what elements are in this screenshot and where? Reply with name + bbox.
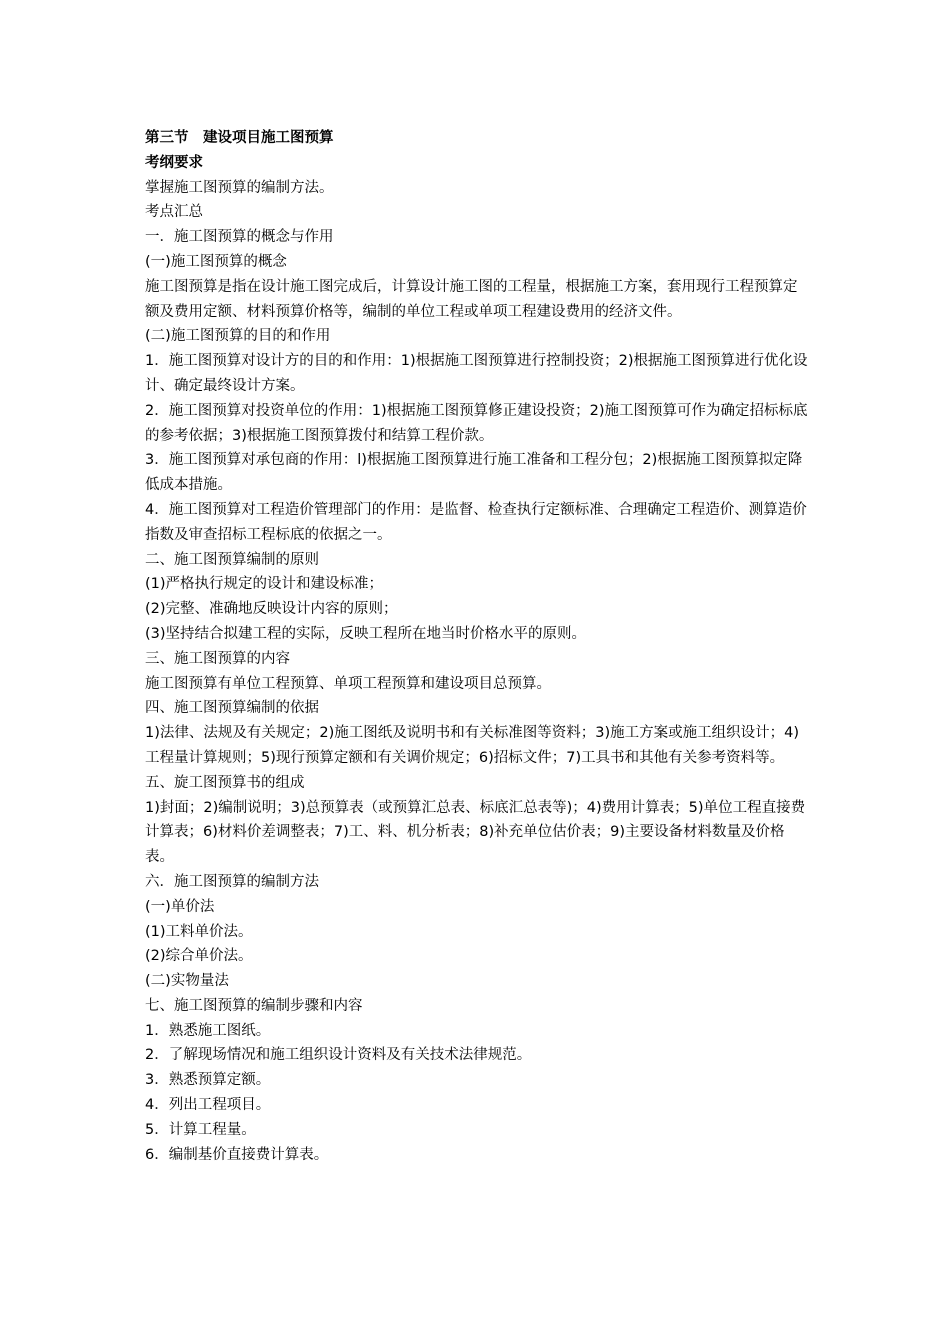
heading-3: 三、施工图预算的内容 <box>145 650 290 667</box>
list-item: 5．计算工程量。 <box>145 1121 256 1138</box>
subheading-1-2: (二)施工图预算的目的和作用 <box>145 328 331 345</box>
list-item: 4．列出工程项目。 <box>145 1097 271 1114</box>
outline-heading: 考纲要求 <box>145 154 203 171</box>
outline-text: 掌握施工图预算的编制方法。 <box>145 179 334 196</box>
paragraph-cost-management-role: 4．施工图预算对工程造价管理部门的作用：是监督、检查执行定额标准、合理确定工程造价、测算造价指数及审查招标工程标底的依据之一。 <box>145 501 807 543</box>
list-item: 1．熟悉施工图纸。 <box>145 1022 271 1039</box>
list-item: (1)工料单价法。 <box>145 923 253 940</box>
subheading-6-2: (二)实物量法 <box>145 973 229 990</box>
paragraph-basis: 1)法律、法规及有关规定；2)施工图纸及说明书和有关标准图等资料；3)施工方案或施工组织设计；4)工程量计算规则；5)现行预算定额和有关调价规定；6)招标文件；7)工具书和其他有关参考资料等。 <box>145 725 800 766</box>
paragraph-content: 施工图预算有单位工程预算、单项工程预算和建设项目总预算。 <box>145 675 551 692</box>
heading-4: 四、施工图预算编制的依据 <box>145 700 319 717</box>
document-page <box>145 126 810 1167</box>
subheading-6-1: (一)单价法 <box>145 898 215 915</box>
summary-heading: 考点汇总 <box>145 204 203 221</box>
list-item: (3)坚持结合拟建工程的实际，反映工程所在地当时价格水平的原则。 <box>145 625 587 642</box>
list-item: (2)综合单价法。 <box>145 948 253 965</box>
heading-6: 六．施工图预算的编制方法 <box>145 873 319 890</box>
heading-7: 七、施工图预算的编制步骤和内容 <box>145 997 363 1014</box>
paragraph-investor-role: 2．施工图预算对投资单位的作用：1)根据施工图预算修正建设投资；2)施工图预算可作为确定招标标底的参考依据；3)根据施工图预算拨付和结算工程价款。 <box>145 402 808 444</box>
list-item: 6．编制基价直接费计算表。 <box>145 1146 329 1163</box>
list-item: (1)严格执行规定的设计和建设标准； <box>145 576 384 593</box>
heading-2: 二、施工图预算编制的原则 <box>145 551 319 568</box>
section-title: 第三节 建设项目施工图预算 <box>145 130 334 146</box>
paragraph-contractor-role: 3．施工图预算对承包商的作用：l)根据施工图预算进行施工准备和工程分包；2)根据施工图预算拟定降低成本措施。 <box>145 452 803 494</box>
paragraph-concept: 施工图预算是指在设计施工图完成后，计算设计施工图的工程量，根据施工方案，套用现行工程预算定额及费用定额、材料预算价格等，编制的单位工程或单项工程建设费用的经济文件。 <box>145 278 798 320</box>
subheading-1-1: (一)施工图预算的概念 <box>145 253 287 270</box>
list-item: 2．了解现场情况和施工组织设计资料及有关技术法律规范。 <box>145 1047 532 1064</box>
paragraph-composition: 1)封面；2)编制说明；3)总预算表（或预算汇总表、标底汇总表等)；4)费用计算表；5)单位工程直接费计算表；6)材料价差调整表；7)工、料、机分析表；8)补充单位估价表；9)主要设备材料数量及价格表。 <box>145 799 806 866</box>
list-item: 3．熟悉预算定额。 <box>145 1072 271 1089</box>
heading-1: 一．施工图预算的概念与作用 <box>145 229 334 246</box>
paragraph-designer-role: 1．施工图预算对设计方的目的和作用：1)根据施工图预算进行控制投资；2)根据施工图预算进行优化设计、确定最终设计方案。 <box>145 353 808 394</box>
heading-5: 五、旋工图预算书的组成 <box>145 774 305 791</box>
list-item: (2)完整、准确地反映设计内容的原则； <box>145 601 398 618</box>
